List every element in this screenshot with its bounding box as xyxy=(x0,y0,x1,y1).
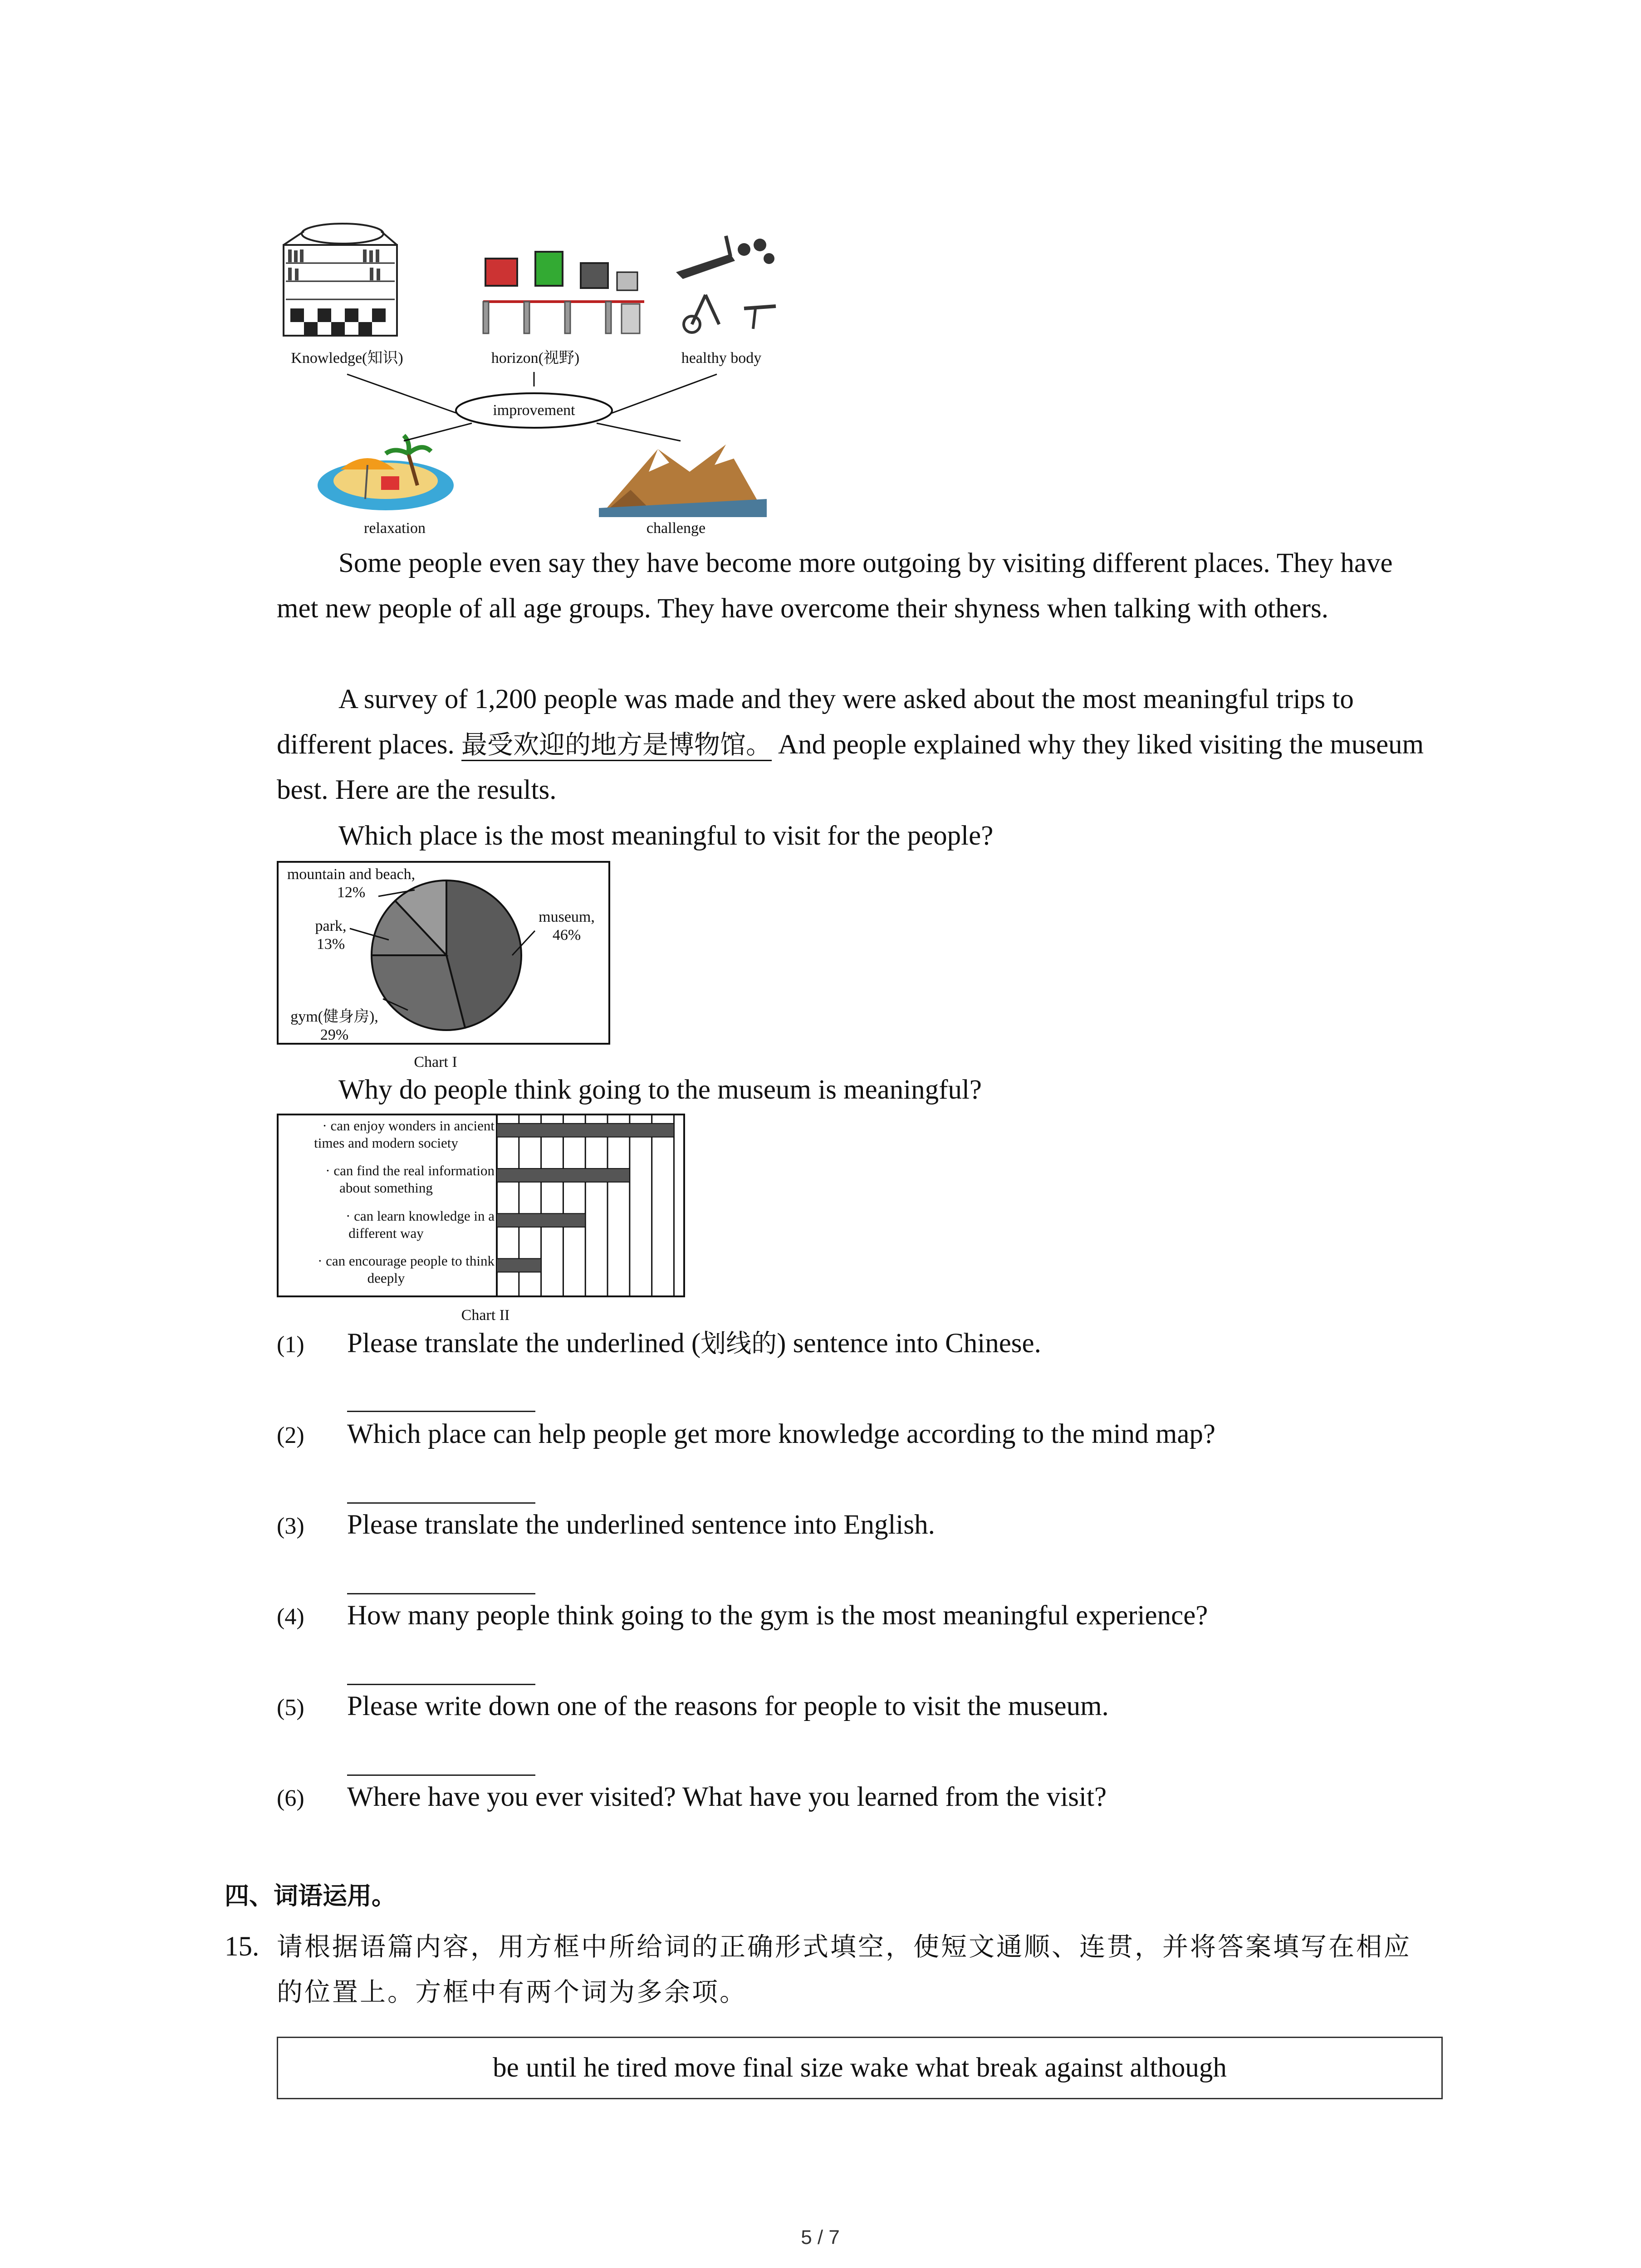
pie-label-mountain-name: mountain and beach, xyxy=(287,866,416,883)
question-number: (5) xyxy=(277,1695,304,1721)
question-text: Please write down one of the reasons for people to visit the museum. xyxy=(347,1691,1109,1721)
chart2-question: Why do people think going to the museum is meaningful? xyxy=(338,1075,982,1105)
survey-text-end: And people explained why they liked visiting the museum best. Here are the results. xyxy=(277,729,1424,805)
word-box-words: be until he tired move final size wake what break against although xyxy=(493,2053,1227,2083)
question-5 xyxy=(277,1684,1502,1730)
bar-2 xyxy=(497,1213,585,1227)
pie-label-park-name: park, xyxy=(315,918,347,934)
section-heading: 四、词语运用。 xyxy=(225,1882,396,1910)
mind-map-graphic xyxy=(272,218,794,544)
survey-text-start: A survey of 1,200 people was made and they were asked about the most meaningful trips to different places. xyxy=(277,684,1354,760)
node-horizon: horizon(视野) xyxy=(491,350,580,367)
question-text: Please translate the underlined ( xyxy=(347,1328,701,1359)
bar-category-line: about something xyxy=(339,1180,433,1196)
paragraph-survey xyxy=(277,677,1438,813)
bar-1 xyxy=(497,1168,630,1182)
beach-picture xyxy=(318,435,454,510)
bar-category-line: · can encourage people to think xyxy=(318,1252,495,1269)
mind-map xyxy=(272,218,794,544)
question-3 xyxy=(277,1502,1502,1549)
question-15-instruction: 请根据语篇内容，用方框中所给词的正确形式填空，使短文通顺、连贯，并将答案填写在相应的位置上。方框中有两个词为多余项。 xyxy=(277,1932,1411,2007)
pie-label-gym xyxy=(282,1008,387,1044)
chart1-caption: Chart I xyxy=(414,1054,457,1070)
paragraph-outgoing-text: Some people even say they have become more outgoing by visiting different places. They have met new people of all age groups. They have overcome their shyness when talking with others. xyxy=(277,548,1393,624)
bar-0 xyxy=(497,1124,674,1137)
pie-label-mountain-pct: 12% xyxy=(337,884,366,901)
pie-label-park-pct: 13% xyxy=(316,936,345,953)
question-number: (6) xyxy=(277,1785,304,1811)
pie-label-park xyxy=(304,917,358,953)
question-text: Which place can help people get more knowledge according to the mind map? xyxy=(347,1419,1215,1449)
paragraph-outgoing xyxy=(277,541,1438,631)
question-1 xyxy=(277,1321,1502,1368)
museum-picture xyxy=(483,252,644,333)
pie-label-museum-name: museum, xyxy=(539,909,595,925)
node-healthy-body: healthy body xyxy=(681,350,762,367)
pie-chart-box xyxy=(277,861,610,1045)
question-6 xyxy=(277,1774,1502,1821)
question-4 xyxy=(277,1593,1502,1640)
bar-category-line: · can enjoy wonders in ancient xyxy=(322,1118,495,1134)
pie-label-museum xyxy=(530,908,603,944)
chart1-question: Which place is the most meaningful to visit for the people? xyxy=(338,821,994,851)
question-text: Where have you ever visited? What have you learned from the visit? xyxy=(347,1782,1107,1812)
pie-label-museum-pct: 46% xyxy=(552,927,581,943)
bar-chart-box xyxy=(277,1114,685,1297)
pie-label-gym-pct: 29% xyxy=(320,1026,349,1043)
bar-category-line: different way xyxy=(348,1225,424,1241)
question-text: How many people think going to the gym is the most meaningful experience? xyxy=(347,1600,1208,1631)
question-2 xyxy=(277,1412,1502,1458)
node-improvement: improvement xyxy=(493,402,575,419)
question-number: (4) xyxy=(277,1604,304,1630)
node-challenge: challenge xyxy=(646,520,706,537)
gym-equipment-picture xyxy=(676,236,776,332)
bar-category-label-3 xyxy=(278,1252,495,1287)
pie-label-gym-name: gym(健身房), xyxy=(290,1008,378,1025)
question-text: Please translate the underlined sentence into English. xyxy=(347,1510,935,1540)
pie-label-mountain xyxy=(279,865,424,902)
mountain-picture xyxy=(599,445,767,517)
bar-category-line: · can learn knowledge in a xyxy=(346,1207,495,1224)
word-box xyxy=(277,2037,1443,2099)
bar-category-label-2 xyxy=(278,1207,495,1242)
node-relaxation: relaxation xyxy=(364,520,426,537)
question-cjk: 划线的 xyxy=(700,1329,777,1359)
question-number: (1) xyxy=(277,1332,304,1358)
bar-category-line: deeply xyxy=(367,1270,405,1286)
bar-category-label-0 xyxy=(278,1117,495,1152)
question-text-end: ) sentence into Chinese. xyxy=(777,1328,1041,1359)
chart2-caption: Chart II xyxy=(461,1307,510,1324)
page-number: 5 / 7 xyxy=(801,2226,840,2248)
bar-category-line: times and modern society xyxy=(314,1135,458,1151)
question-number: (2) xyxy=(277,1422,304,1448)
bookshelf-picture xyxy=(284,224,397,336)
bar-category-line: · can find the real information xyxy=(325,1163,495,1179)
node-knowledge: Knowledge(知识) xyxy=(291,350,403,367)
question-number: (3) xyxy=(277,1513,304,1539)
question-15-number: 15. xyxy=(225,1931,260,1962)
bar-3 xyxy=(497,1259,541,1272)
underlined-sentence: 最受欢迎的地方是博物馆。 xyxy=(461,730,772,760)
bar-category-label-1 xyxy=(278,1162,495,1197)
